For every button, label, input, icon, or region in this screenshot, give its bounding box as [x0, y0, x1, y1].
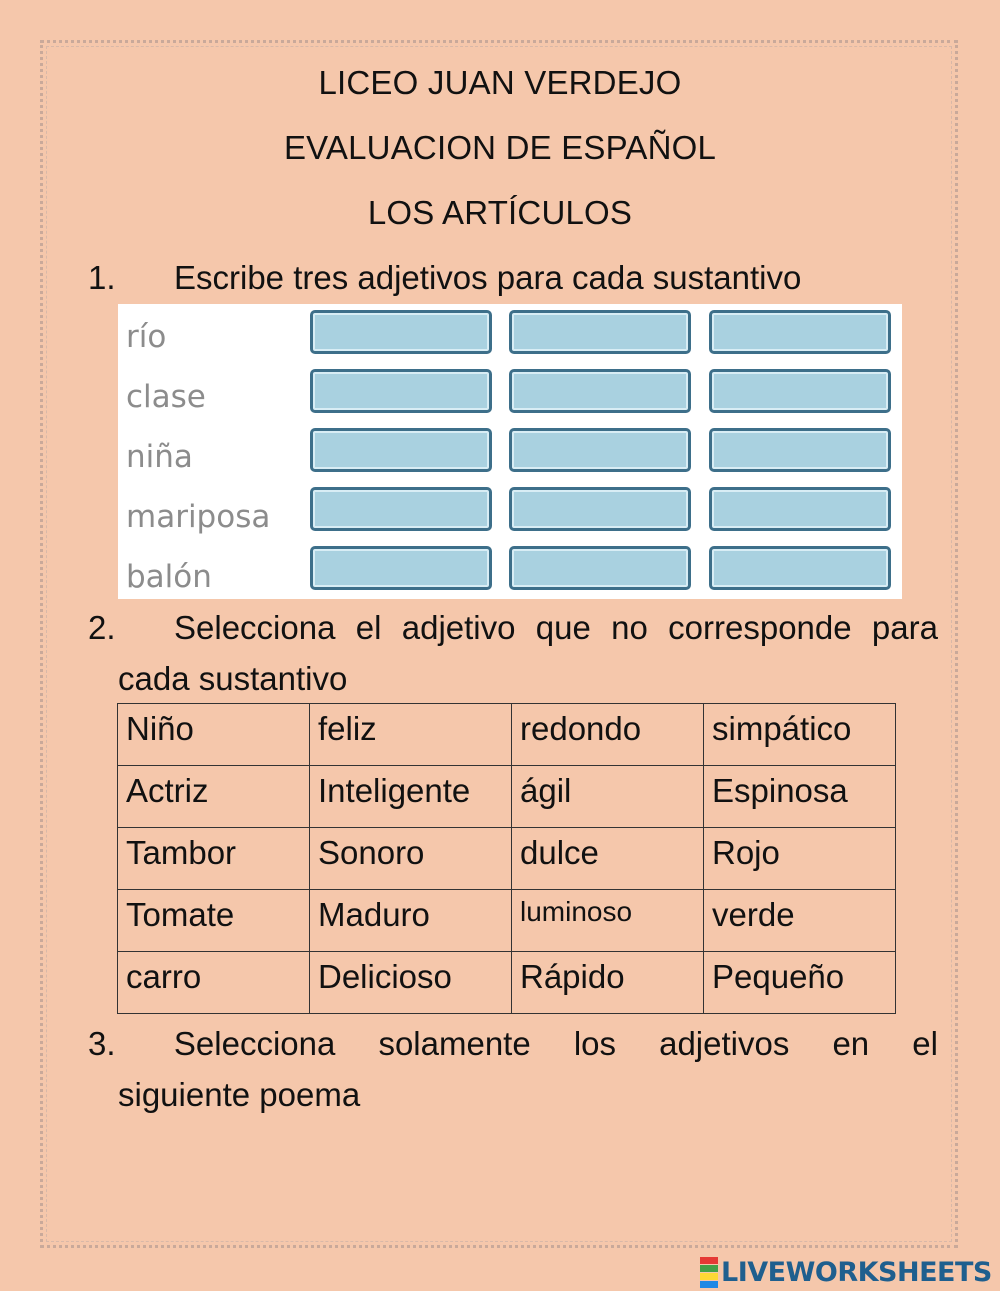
question-2-word: corresponde — [668, 609, 852, 646]
answer-box[interactable] — [509, 546, 691, 590]
question-3-word: en — [832, 1025, 870, 1062]
answer-box[interactable] — [509, 369, 691, 413]
noun-label: balón — [126, 559, 212, 595]
adjective-option[interactable]: ágil — [512, 766, 704, 828]
table-row — [118, 890, 896, 952]
noun-cell: Actriz — [118, 766, 310, 828]
school-title: LICEO JUAN VERDEJO — [318, 64, 682, 101]
logo-brand-text: LIVEWORKSHEETS — [721, 1256, 992, 1288]
noun-label: clase — [126, 379, 206, 415]
question-3-line2: siguiente poema — [118, 1076, 361, 1113]
question-3-line1 — [174, 1018, 938, 1069]
question-2-line1 — [174, 602, 938, 653]
question-2-word: el — [355, 609, 382, 646]
adjective-option[interactable]: verde — [704, 890, 896, 952]
answer-box[interactable] — [310, 428, 492, 472]
adjective-option[interactable]: Espinosa — [704, 766, 896, 828]
question-1 — [88, 252, 938, 303]
question-3-word: solamente — [378, 1025, 531, 1062]
question-2-word: para — [871, 609, 938, 646]
adjective-option[interactable]: Delicioso — [310, 952, 512, 1014]
answer-box[interactable] — [509, 310, 691, 354]
question-3-word: los — [573, 1025, 616, 1062]
adjective-option[interactable]: simpático — [704, 704, 896, 766]
noun-cell: Tambor — [118, 828, 310, 890]
table-row — [118, 766, 896, 828]
answer-box[interactable] — [709, 487, 891, 531]
question-2-line2: cada sustantivo — [118, 660, 348, 697]
answer-box[interactable] — [509, 487, 691, 531]
adjective-option[interactable]: Inteligente — [310, 766, 512, 828]
adjective-option[interactable]: Rojo — [704, 828, 896, 890]
liveworksheets-logo — [700, 1256, 992, 1288]
adjective-option[interactable]: Rápido — [512, 952, 704, 1014]
question-1-panel — [118, 304, 902, 599]
adjective-option[interactable]: luminoso — [512, 890, 704, 952]
question-2-number: 2. — [88, 609, 116, 646]
adjective-option[interactable]: dulce — [512, 828, 704, 890]
logo-mark-block — [700, 1273, 718, 1280]
adjective-table — [117, 703, 896, 1014]
topic-title: LOS ARTÍCULOS — [367, 194, 633, 231]
answer-box[interactable] — [709, 369, 891, 413]
noun-cell: carro — [118, 952, 310, 1014]
logo-mark-block — [700, 1281, 718, 1288]
noun-label: mariposa — [126, 499, 271, 535]
question-1-number: 1. — [88, 259, 116, 296]
noun-cell: Niño — [118, 704, 310, 766]
noun-cell: Tomate — [118, 890, 310, 952]
question-3-word: el — [912, 1025, 938, 1062]
adjective-option[interactable]: Sonoro — [310, 828, 512, 890]
logo-mark-block — [700, 1257, 718, 1264]
adjective-option[interactable]: redondo — [512, 704, 704, 766]
exam-title: EVALUACION DE ESPAÑOL — [283, 129, 717, 166]
adjective-option[interactable]: feliz — [310, 704, 512, 766]
noun-list — [126, 310, 306, 610]
question-3-word: Selecciona — [173, 1025, 336, 1062]
question-2-word: Selecciona — [174, 609, 336, 646]
answer-box[interactable] — [310, 310, 492, 354]
logo-mark-block — [700, 1265, 718, 1272]
question-3-word: adjetivos — [659, 1025, 790, 1062]
question-2 — [88, 602, 938, 704]
question-2-word: adjetivo — [401, 609, 516, 646]
noun-label: río — [126, 319, 167, 355]
answer-box[interactable] — [709, 428, 891, 472]
question-3-number: 3. — [88, 1025, 116, 1062]
question-2-word: no — [611, 609, 648, 646]
answer-box[interactable] — [709, 310, 891, 354]
answer-box[interactable] — [509, 428, 691, 472]
adjective-option[interactable]: Pequeño — [704, 952, 896, 1014]
answer-box[interactable] — [709, 546, 891, 590]
question-1-text: Escribe tres adjetivos para cada sustantivo — [174, 259, 802, 296]
table-row — [118, 952, 896, 1014]
table-row — [118, 828, 896, 890]
answer-box[interactable] — [310, 487, 492, 531]
question-3 — [88, 1018, 938, 1120]
logo-mark-icon — [700, 1256, 718, 1288]
table-row — [118, 704, 896, 766]
noun-label: niña — [126, 439, 193, 475]
answer-box[interactable] — [310, 369, 492, 413]
answer-box[interactable] — [310, 546, 492, 590]
adjective-option[interactable]: Maduro — [310, 890, 512, 952]
question-2-word: que — [535, 609, 591, 646]
